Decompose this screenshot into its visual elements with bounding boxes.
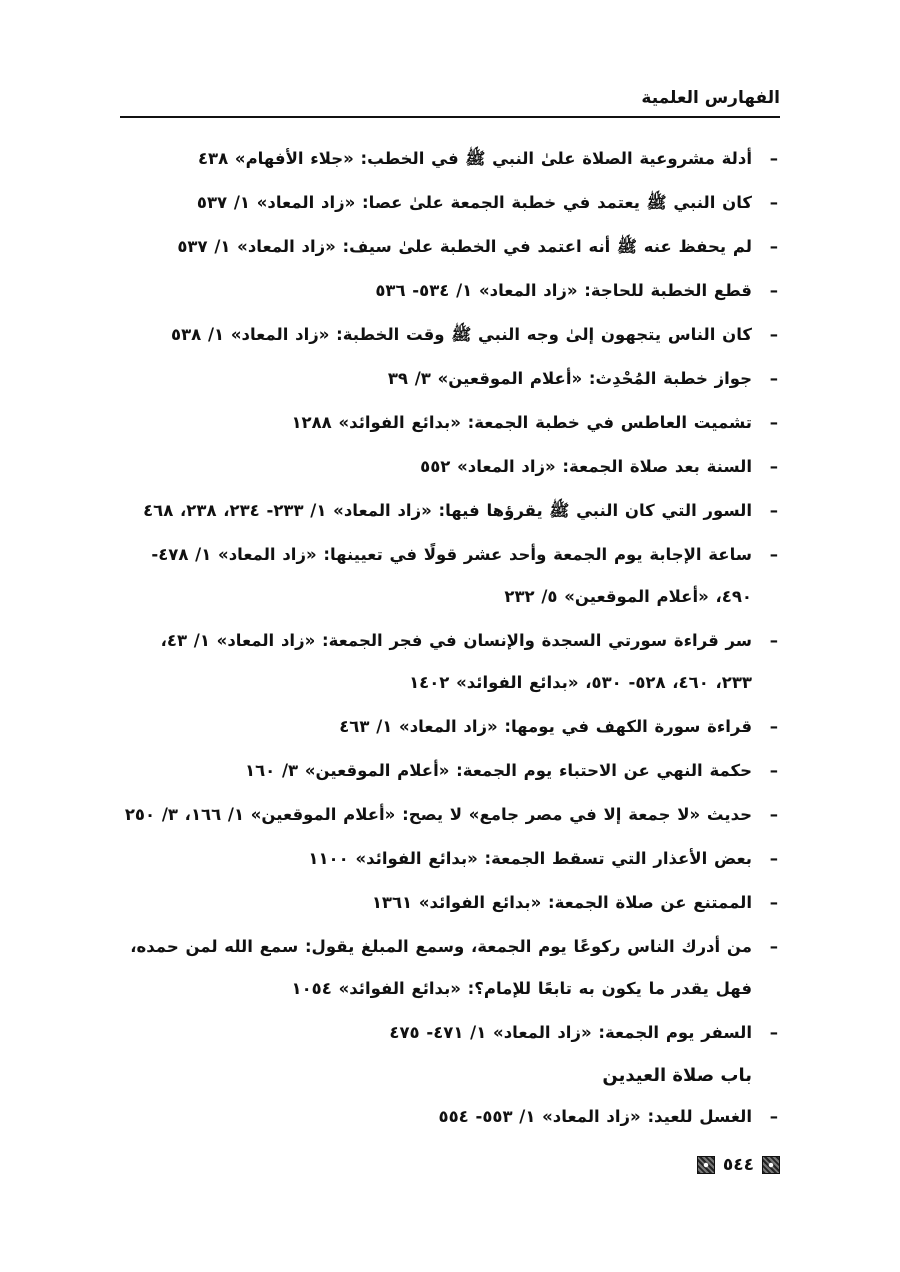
entry-text: بعض الأعذار التي تسقط الجمعة: «بدائع الفوائد» ١١٠٠	[308, 849, 752, 868]
index-entry	[118, 706, 778, 748]
index-entry	[118, 138, 778, 180]
entry-dash: –	[769, 1107, 778, 1126]
entry-dash: –	[769, 717, 778, 736]
entry-text: كان الناس يتجهون إلىٰ وجه النبي ﷺ وقت الخطبة: «زاد المعاد» ١/ ٥٣٨	[171, 325, 752, 344]
page-number: ٥٤٤	[722, 1155, 754, 1175]
index-entry	[118, 490, 778, 532]
index-entry	[118, 314, 778, 356]
running-header-title: الفهارس العلمية	[641, 88, 780, 108]
entry-text: حديث «لا جمعة إلا في مصر جامع» لا يصح: «أعلام الموقعين» ١/ ١٦٦، ٣/ ٢٥٠	[124, 805, 752, 824]
index-entry	[118, 182, 778, 224]
entry-text: السفر يوم الجمعة: «زاد المعاد» ١/ ٤٧١- ٤٧٥	[389, 1023, 752, 1042]
entry-text: قراءة سورة الكهف في يومها: «زاد المعاد» ١/ ٤٦٣	[339, 717, 752, 736]
index-content	[118, 138, 778, 1140]
entry-text: حكمة النهي عن الاحتباء يوم الجمعة: «أعلام الموقعين» ٣/ ١٦٠	[245, 761, 752, 780]
entry-text: كان النبي ﷺ يعتمد في خطبة الجمعة علىٰ عصا: «زاد المعاد» ١/ ٥٣٧	[196, 193, 752, 212]
section-heading: باب صلاة العيدين	[602, 1065, 752, 1086]
entry-dash: –	[769, 413, 778, 432]
index-entry	[118, 1096, 778, 1138]
page-footer	[697, 1154, 780, 1176]
index-entry	[118, 1012, 778, 1054]
entry-dash: –	[769, 631, 778, 650]
entry-text: من أدرك الناس ركوعًا يوم الجمعة، وسمع المبلغ يقول: سمع الله لمن حمده، فهل يقدر ما يكون به تابعًا للإمام؟: «بدائع الفوائد» ١٠٥٤	[130, 937, 752, 998]
index-entry	[118, 446, 778, 488]
entry-text: السنة بعد صلاة الجمعة: «زاد المعاد» ٥٥٢	[420, 457, 752, 476]
entry-text: الغسل للعيد: «زاد المعاد» ١/ ٥٥٣- ٥٥٤	[438, 1107, 752, 1126]
index-entry	[118, 794, 778, 836]
entry-text: الممتنع عن صلاة الجمعة: «بدائع الفوائد» ١٣٦١	[371, 893, 752, 912]
entry-text: لم يحفظ عنه ﷺ أنه اعتمد في الخطبة علىٰ سيف: «زاد المعاد» ١/ ٥٣٧	[177, 237, 752, 256]
entry-text: أدلة مشروعية الصلاة علىٰ النبي ﷺ في الخطب: «جلاء الأفهام» ٤٣٨	[197, 149, 752, 168]
index-entry	[118, 402, 778, 444]
entry-dash: –	[769, 325, 778, 344]
ornament-icon	[762, 1156, 780, 1174]
entry-dash: –	[769, 805, 778, 824]
entry-dash: –	[769, 457, 778, 476]
entry-text: تشميت العاطس في خطبة الجمعة: «بدائع الفوائد» ١٢٨٨	[291, 413, 752, 432]
entry-dash: –	[769, 849, 778, 868]
entry-text: السور التي كان النبي ﷺ يقرؤها فيها: «زاد المعاد» ١/ ٢٣٣- ٢٣٤، ٢٣٨، ٤٦٨	[143, 501, 752, 520]
entry-dash: –	[769, 149, 778, 168]
index-entry	[118, 226, 778, 268]
entry-dash: –	[769, 893, 778, 912]
index-entry	[118, 620, 778, 704]
entry-dash: –	[769, 237, 778, 256]
entry-dash: –	[769, 281, 778, 300]
entry-text: قطع الخطبة للحاجة: «زاد المعاد» ١/ ٥٣٤- ٥٣٦	[375, 281, 752, 300]
entry-dash: –	[769, 937, 778, 956]
entry-dash: –	[769, 761, 778, 780]
index-entry	[118, 926, 778, 1010]
ornament-icon	[697, 1156, 715, 1174]
entry-text: جواز خطبة المُحْدِث: «أعلام الموقعين» ٣/ ٣٩	[387, 369, 752, 388]
entry-dash: –	[769, 369, 778, 388]
index-entry	[118, 838, 778, 880]
index-entry	[118, 270, 778, 312]
index-entry	[118, 358, 778, 400]
entry-dash: –	[769, 193, 778, 212]
running-header	[120, 86, 780, 118]
entry-text: سر قراءة سورتي السجدة والإنسان في فجر الجمعة: «زاد المعاد» ١/ ٤٣، ٢٣٣، ٤٦٠، ٥٢٨- ٥٣٠، «بدائع الفوائد» ١٤٠٢	[160, 631, 752, 692]
index-entry	[118, 882, 778, 924]
index-entry	[118, 750, 778, 792]
index-entry	[118, 534, 778, 618]
entry-dash: –	[769, 545, 778, 564]
entry-dash: –	[769, 501, 778, 520]
entry-dash: –	[769, 1023, 778, 1042]
entry-text: ساعة الإجابة يوم الجمعة وأحد عشر قولًا في تعيينها: «زاد المعاد» ١/ ٤٧٨- ٤٩٠، «أعلام الموقعين» ٥/ ٢٣٢	[151, 545, 752, 606]
